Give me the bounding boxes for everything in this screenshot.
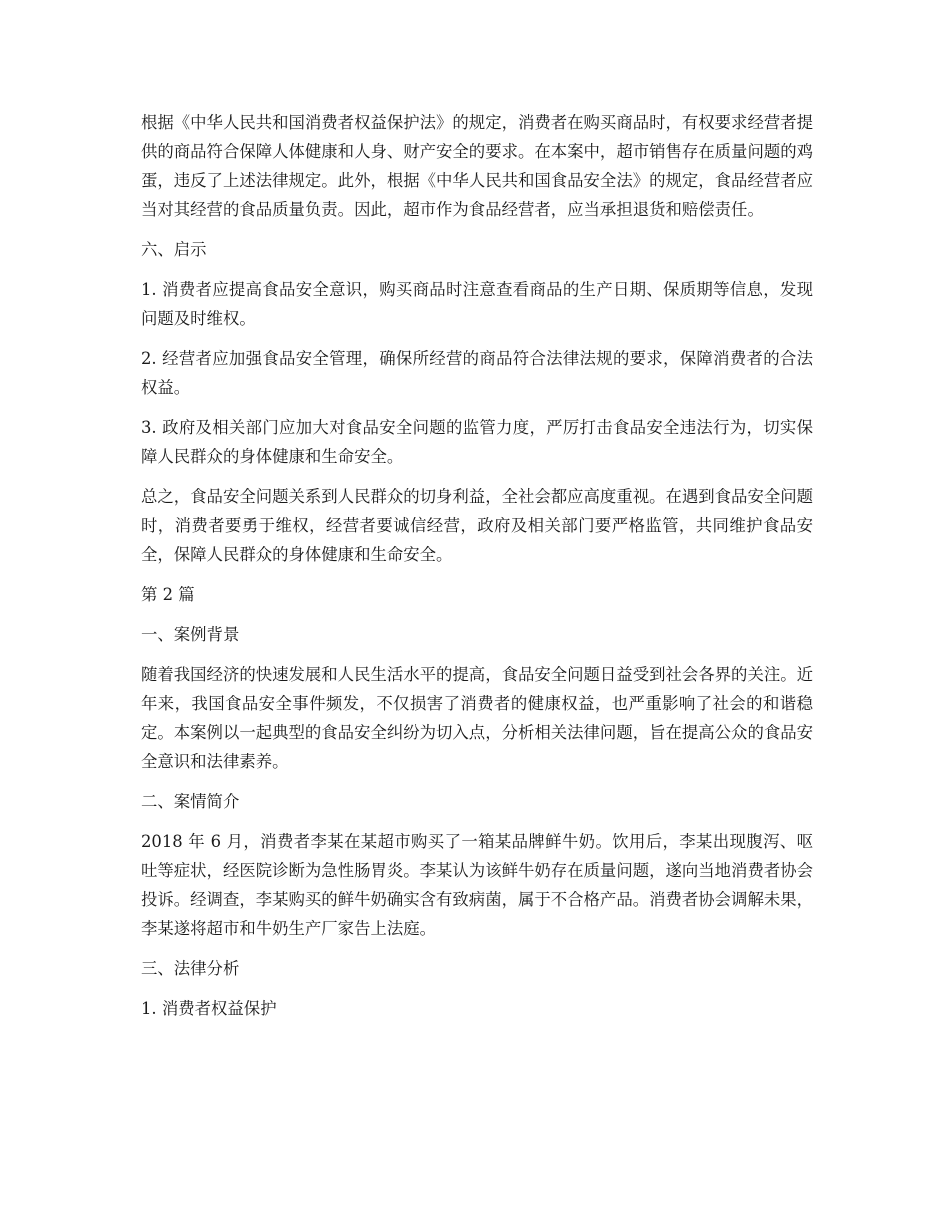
document-page	[141, 108, 813, 1034]
section-heading-insights: 六、启示	[141, 240, 207, 259]
insight-item-1: 1. 消费者应提高食品安全意识，购买商品时注意查看商品的生产日期、保质期等信息，发现问题及时维权。	[141, 280, 813, 328]
subsection-heading-consumer-rights: 1. 消费者权益保护	[141, 999, 277, 1018]
paragraph-case-summary: 2018 年 6 月，消费者李某在某超市购买了一箱某品牌鲜牛奶。饮用后，李某出现腹泻、呕吐等症状，经医院诊断为急性肠胃炎。李某认为该鲜牛奶存在质量问题，遂向当地消费者协会投诉。经调查，李某购买的鲜牛奶确实含有致病菌，属于不合格产品。消费者协会调解未果，李某遂将超市和牛奶生产厂家告上法庭。	[141, 832, 814, 938]
insight-item-2: 2. 经营者应加强食品安全管理，确保所经营的商品符合法律法规的要求，保障消费者的合法权益。	[141, 349, 813, 397]
section-heading-case-summary: 二、案情简介	[141, 792, 240, 811]
section-heading-legal-analysis: 三、法律分析	[141, 959, 240, 978]
section-heading-background: 一、案例背景	[141, 625, 240, 644]
paragraph-conclusion: 总之，食品安全问题关系到人民群众的切身利益，全社会都应高度重视。在遇到食品安全问题时，消费者要勇于维权，经营者要诚信经营，政府及相关部门要严格监管，共同维护食品安全，保障人民群众的身体健康和生命安全。	[141, 487, 814, 564]
article-heading-part-2: 第 2 篇	[141, 585, 195, 604]
paragraph-legal-basis: 根据《中华人民共和国消费者权益保护法》的规定，消费者在购买商品时，有权要求经营者提供的商品符合保障人体健康和人身、财产安全的要求。在本案中，超市销售存在质量问题的鸡蛋，违反了上述法律规定。此外，根据《中华人民共和国食品安全法》的规定，食品经营者应当对其经营的食品质量负责。因此，超市作为食品经营者，应当承担退货和赔偿责任。	[141, 113, 814, 219]
paragraph-background: 随着我国经济的快速发展和人民生活水平的提高，食品安全问题日益受到社会各界的关注。近年来，我国食品安全事件频发，不仅损害了消费者的健康权益，也严重影响了社会的和谐稳定。本案例以一起典型的食品安全纠纷为切入点，分析相关法律问题，旨在提高公众的食品安全意识和法律素养。	[141, 665, 814, 771]
insight-item-3: 3. 政府及相关部门应加大对食品安全问题的监管力度，严厉打击食品安全违法行为，切实保障人民群众的身体健康和生命安全。	[141, 418, 813, 466]
